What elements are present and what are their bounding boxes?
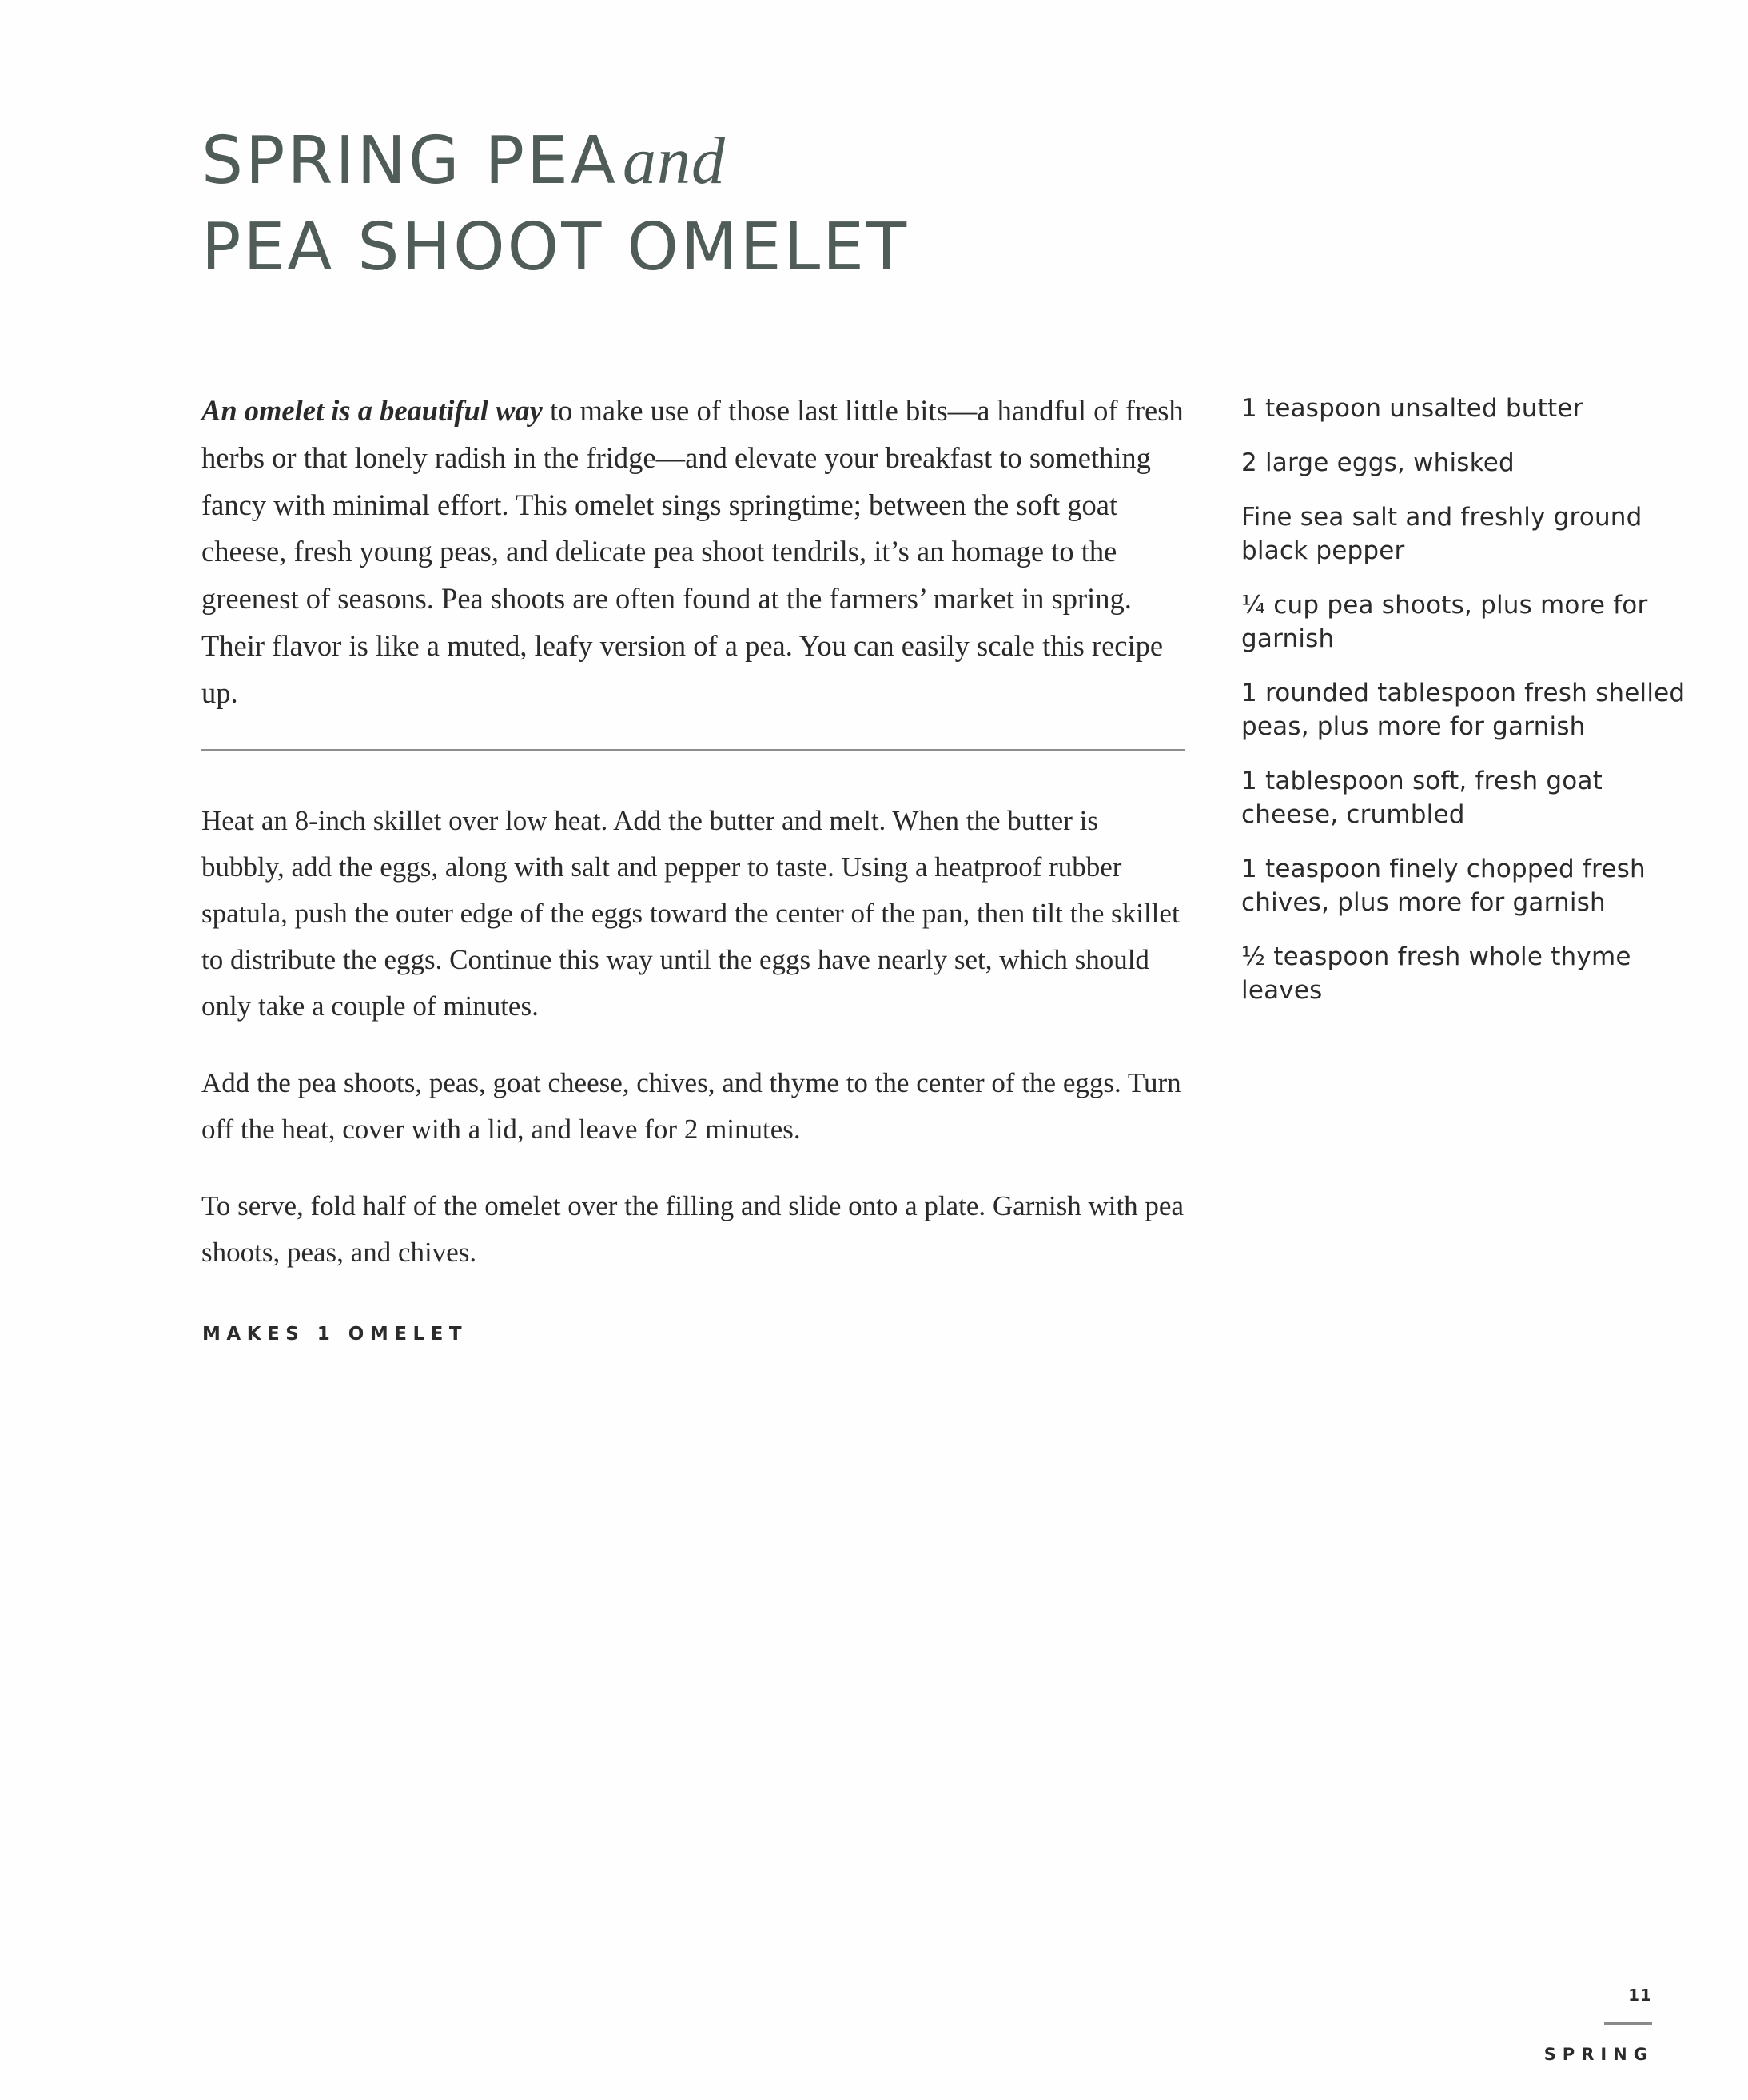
- recipe-yield: MAKES 1 OMELET: [202, 1324, 468, 1345]
- recipe-title: [201, 118, 909, 291]
- ingredient-item: Fine sea salt and freshly ground black pepper: [1241, 503, 1642, 565]
- title-connector: and: [622, 124, 726, 198]
- instruction-step: Add the pea shoots, peas, goat cheese, chives, and thyme to the center of the eggs. Turn off the heat, cover with a lid, and leave for 2 minutes.: [201, 1067, 1181, 1145]
- title-line-1: [201, 118, 909, 205]
- title-line-1-main: SPRING PEA: [201, 123, 618, 199]
- ingredient-item: 1 tablespoon soft, fresh goat cheese, crumbled: [1241, 767, 1603, 829]
- instruction-step: To serve, fold half of the omelet over the filling and slide onto a plate. Garnish with pea shoots, peas, and chives.: [201, 1190, 1184, 1268]
- page-number: 11: [1628, 1986, 1652, 2005]
- ingredient-item: 1 rounded tablespoon fresh shelled peas, plus more for garnish: [1241, 679, 1686, 741]
- folio-rule: [1604, 2022, 1652, 2025]
- recipe-instructions: [201, 798, 1186, 1306]
- page-folio: [1628, 1986, 1652, 2005]
- ingredient-item: ¼ cup pea shoots, plus more for garnish: [1241, 591, 1648, 653]
- ingredients-list: [1241, 392, 1689, 1028]
- title-line-2: PEA SHOOT OMELET: [201, 209, 910, 285]
- section-name: SPRING: [1543, 2045, 1654, 2064]
- intro-lead: An omelet is a beautiful way: [201, 394, 543, 427]
- ingredient-item: ½ teaspoon fresh whole thyme leaves: [1241, 942, 1631, 1005]
- intro-text: to make use of those last little bits—a handful of fresh herbs or that lonely radish in the fridge—and elevate your breakfast to something fancy with minimal effort. This omelet sings springtime; between the soft goat cheese, fresh young peas, and delicate pea shoot tendrils, it’s an homage to the greenest of seasons. Pea shoots are often found at the farmers’ market in spring. Their flavor is like a muted, leafy version of a pea. You can easily scale this recipe up.: [201, 394, 1184, 709]
- section-divider: [201, 749, 1185, 751]
- ingredient-item: 1 teaspoon unsalted butter: [1241, 394, 1583, 423]
- ingredient-item: 2 large eggs, whisked: [1241, 448, 1515, 477]
- ingredient-item: 1 teaspoon finely chopped fresh chives, plus more for garnish: [1241, 855, 1646, 917]
- recipe-intro: [201, 388, 1186, 717]
- instruction-step: Heat an 8-inch skillet over low heat. Add the butter and melt. When the butter is bubbly, add the eggs, along with salt and pepper to taste. Using a heatproof rubber spatula, push the outer edge of the eggs toward the center of the pan, then tilt the skillet to distribute the eggs. Continue this way until the eggs have nearly set, which should only take a couple of minutes.: [201, 805, 1180, 1022]
